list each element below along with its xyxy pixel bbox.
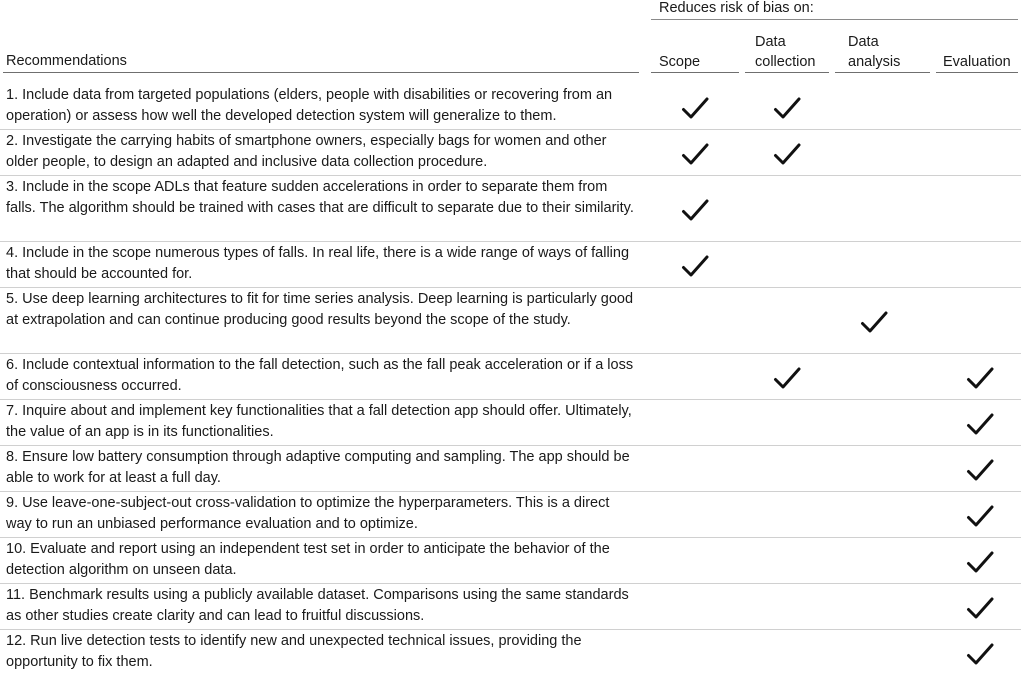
checkmark-icon (681, 254, 709, 278)
recommendation-text: 1. Include data from targeted populations (elders, people with disabilities or recovering from an operation) or assess how well the developed detection system will generalize to them. (6, 87, 613, 124)
recommendation-text: 9. Use leave-one-subject-out cross-validation to optimize the hyperparameters. This is a direct way to run an unbiased performance evaluation and to optimize. (6, 495, 610, 532)
checkmark-icon (681, 96, 709, 120)
checkmark-icon (966, 412, 994, 436)
table-row (0, 130, 1021, 176)
header-underline-evaluation (936, 72, 1018, 73)
table-row (0, 400, 1021, 446)
checkmark-icon (773, 366, 801, 390)
checkmark-icon (966, 596, 994, 620)
recommendation-text: 2. Investigate the carrying habits of smartphone owners, especially bags for women and other older people, to design an adapted and inclusive data collection procedure. (6, 133, 607, 170)
header-underline-data-analysis (835, 72, 930, 73)
checkmark-icon (681, 142, 709, 166)
recommendation-text: 10. Evaluate and report using an independent test set in order to anticipate the behavior of the detection algorithm on unseen data. (6, 541, 610, 578)
table-row (0, 176, 1021, 242)
header-scope: Scope (659, 54, 701, 70)
table-row (0, 630, 1021, 675)
recommendation-text: 7. Inquire about and implement key functionalities that a fall detection app should offer. Ultimately, the value of an app is in its functionalities. (6, 403, 632, 440)
recommendation-text: 11. Benchmark results using a publicly available dataset. Comparisons using the same standards as other studies create clarity and can lead to fruitful discussions. (6, 587, 629, 624)
table-row (0, 492, 1021, 538)
checkmark-icon (966, 642, 994, 666)
table-row (0, 288, 1021, 354)
checkmark-icon (966, 458, 994, 482)
header-data-collection-line2: collection (755, 54, 816, 70)
checkmark-icon (773, 96, 801, 120)
header-evaluation: Evaluation (943, 54, 1011, 70)
table-row (0, 584, 1021, 630)
table-row (0, 84, 1021, 130)
table-row (0, 538, 1021, 584)
recommendation-text: 6. Include contextual information to the fall detection, such as the fall peak acceleration or if a loss of consciousness occurred. (6, 357, 634, 394)
recommendation-text: 12. Run live detection tests to identify new and unexpected technical issues, providing the opportunity to fix them. (6, 633, 582, 670)
table-body (0, 84, 1021, 675)
table-row (0, 242, 1021, 288)
recommendation-text: 4. Include in the scope numerous types of falls. In real life, there is a wide range of ways of falling that should be accounted for. (6, 245, 630, 282)
header-underline-scope (651, 72, 739, 73)
recommendation-text: 8. Ensure low battery consumption through adaptive computing and sampling. The app should be able to work for at least a full day. (6, 449, 630, 486)
checkmark-icon (966, 550, 994, 574)
recommendation-text: 3. Include in the scope ADLs that feature sudden accelerations in order to separate them from falls. The algorithm should be trained with cases that are difficult to separate due to their similarity. (6, 179, 634, 216)
header-data-analysis-line2: analysis (848, 54, 901, 70)
checkmark-icon (681, 198, 709, 222)
header-underline-recommendations (3, 72, 639, 73)
checkmark-icon (966, 504, 994, 528)
checkmark-icon (966, 366, 994, 390)
header-data-collection-line1: Data (755, 34, 786, 50)
checkmark-icon (860, 310, 888, 334)
table-row (0, 446, 1021, 492)
header-recommendations: Recommendations (6, 53, 127, 69)
recommendation-text: 5. Use deep learning architectures to fit for time series analysis. Deep learning is particularly good at extrapolation and can continue producing good results beyond the scope of the study. (6, 291, 634, 328)
header-group-underline (651, 19, 1018, 20)
header-underline-data-collection (745, 72, 829, 73)
checkmark-icon (773, 142, 801, 166)
header-group-label: Reduces risk of bias on: (659, 0, 814, 16)
table-row (0, 354, 1021, 400)
header-data-analysis-line1: Data (848, 34, 879, 50)
